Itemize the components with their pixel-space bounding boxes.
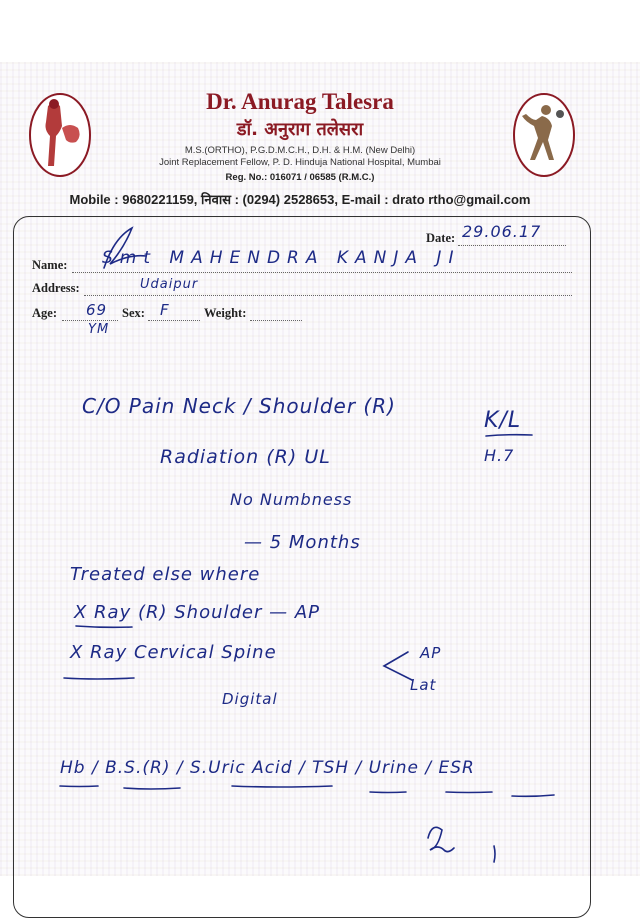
sex-label: Sex: [122,306,145,320]
kl-underline [486,435,532,436]
investigations-underline-3 [232,786,332,787]
sex-value: F [160,301,170,319]
xray-shoulder-underline [76,626,132,627]
name-value: Smt MAHENDRA KANJA JI [102,248,461,268]
investigations-underline-2 [124,788,180,789]
weight-label: Weight: [204,306,247,320]
doctor-name-hindi: डॉ. अनुराग तलेसरा [236,119,364,140]
address-label: Address: [32,281,80,295]
xray-cervical-lat: Lat [410,676,437,694]
bracket-ap-lat [384,652,412,680]
fellowship: Joint Replacement Fellow, P. D. Hinduja National Hospital, Mumbai [159,157,441,168]
side-note-h7: H.7 [484,446,515,465]
age-value: 69 [86,301,108,319]
xray-cervical-underline [64,678,134,679]
numbness-line: No Numbness [230,490,353,509]
qualifications: M.S.(ORTHO), P.G.D.M.C.H., D.H. & H.M. (New Delhi) [184,145,416,156]
xray-cervical-ap: AP [420,644,442,662]
age-label: Age: [32,306,57,320]
investigations-underline-5 [446,792,492,793]
date-label: Date: [426,231,456,245]
investigations-underline-4 [370,792,406,793]
duration-line: — 5 Months [244,532,361,553]
investigations-line: Hb / B.S.(R) / S.Uric Acid / TSH / Urine / ESR [60,758,475,778]
age-unit: YM [88,322,110,337]
name-flourish [104,228,146,268]
xray-shoulder-line: X Ray (R) Shoulder — AP [74,602,321,623]
digital-line: Digital [222,690,278,708]
address-value: Udaipur [140,277,199,292]
investigations-underline-6 [512,795,554,796]
investigations-underline-1 [60,786,98,787]
complaint-line: C/O Pain Neck / Shoulder (R) [82,394,396,418]
registration-number: Reg. No.: 016071 / 06585 (R.M.C.) [225,172,375,183]
doctor-signature [428,827,495,862]
contact-line: Mobile : 9680221159, निवास : (0294) 2528653, E-mail : drato rtho@gmail.com [69,192,531,207]
name-label: Name: [32,258,68,272]
radiation-line: Radiation (R) UL [160,446,331,468]
date-value: 29.06.17 [462,222,542,241]
doctor-name: Dr. Anurag Talesra [206,89,394,114]
treated-line: Treated else where [70,564,261,585]
side-note-kl: K/L [484,408,522,433]
xray-cervical-line: X Ray Cervical Spine [70,642,277,663]
